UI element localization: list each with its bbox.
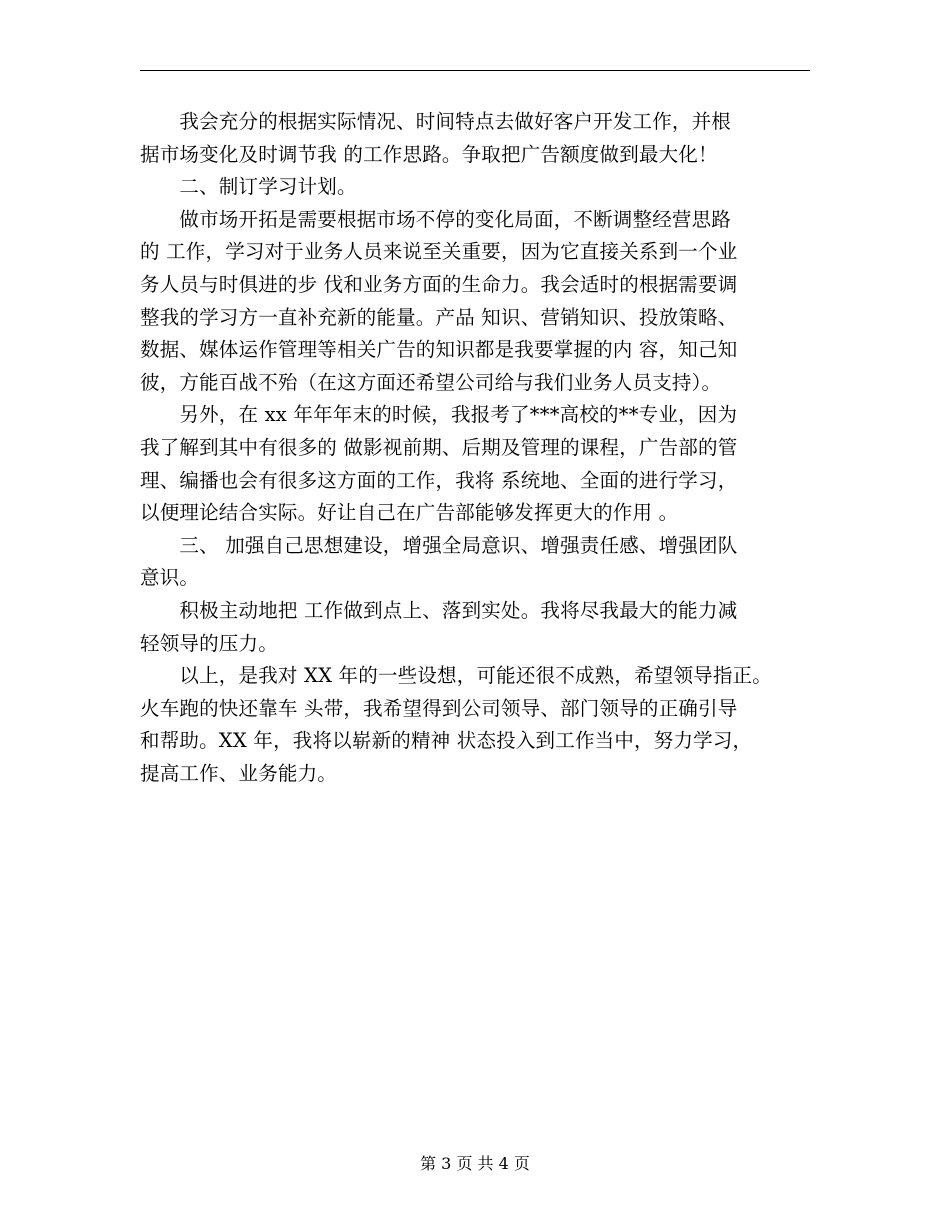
text-line: 火车跑的快还靠车 头带，我希望得到公司领导、部门领导的正确引导 xyxy=(140,696,738,720)
page-number-footer: 第 3 页 共 4 页 xyxy=(420,1154,530,1173)
text-line: 我会充分的根据实际情况、时间特点去做好客户开发工作，并根 xyxy=(140,110,732,133)
text-line: 提高工作、业务能力。 xyxy=(140,761,338,785)
text-line: 另外，在 xx 年年年末的时候，我报考了***高校的**专业，因为 xyxy=(140,403,738,427)
text-line: 三、 加强自己思想建设，增强全局意识、增强责任感、增强团队 xyxy=(140,533,738,557)
text-line: 积极主动地把 工作做到点上、落到实处。我将尽我最大的能力减 xyxy=(140,598,738,622)
text-line: 彼，方能百战不殆（在这方面还希望公司给与我们业务人员支持）。 xyxy=(140,370,722,394)
text-line: 务人员与时俱进的步 伐和业务方面的生命力。我会适时的根据需要调 xyxy=(140,272,738,296)
text-line: 据市场变化及时调节我 的工作思路。争取把广告额度做到最大化！ xyxy=(140,142,718,166)
text-line: 数据、媒体运作管理等相关广告的知识都是我要掌握的内 容，知己知 xyxy=(140,338,738,362)
text-line: 二、制订学习计划。 xyxy=(140,175,357,199)
text-line: 以上，是我对 XX 年的一些设想，可能还很不成熟，希望领导指正。 xyxy=(140,664,772,688)
text-line: 以便理论结合实际。好让自己在广告部能够发挥更大的作用 。 xyxy=(140,501,679,525)
header-rule xyxy=(140,70,810,71)
text-line: 我了解到其中有很多的 做影视前期、后期及管理的课程，广告部的管 xyxy=(140,435,738,459)
body-text xyxy=(140,106,820,790)
text-line: 轻领导的压力。 xyxy=(140,631,278,655)
text-line: 和帮助。XX 年，我将以崭新的精神 状态投入到工作当中，努力学习， xyxy=(140,729,753,753)
text-line: 意识。 xyxy=(140,566,200,590)
text-line: 整我的学习方一直补充新的能量。产品 知识、营销知识、投放策略、 xyxy=(140,305,738,329)
text-line: 的 工作，学习对于业务人员来说至关重要，因为它直接关系到一个业 xyxy=(140,240,738,264)
text-line: 理、编播也会有很多这方面的工作，我将 系统地、全面的进行学习， xyxy=(140,468,738,492)
text-line: 做市场开拓是需要根据市场不停的变化局面，不断调整经营思路 xyxy=(140,207,732,231)
